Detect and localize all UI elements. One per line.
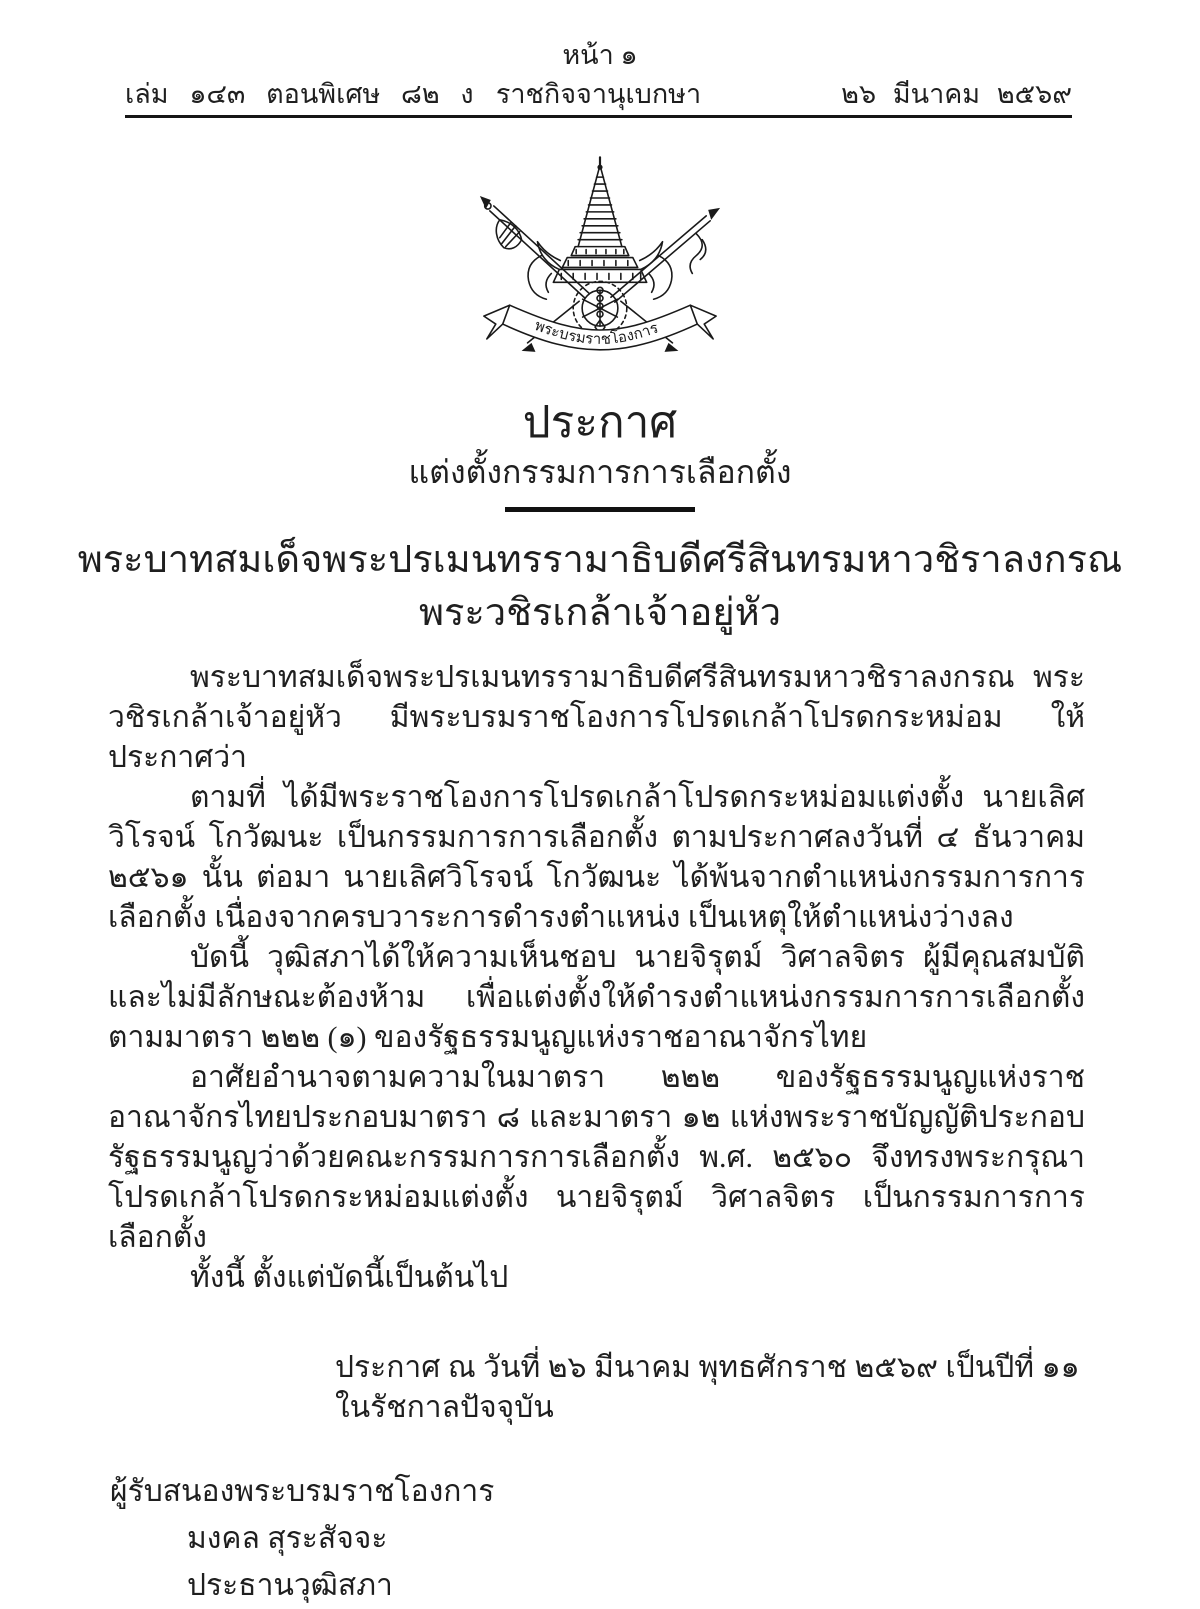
paragraph-senate-approval: บัดนี้ วุฒิสภาได้ให้ความเห็นชอบ นายจิรุตม์ วิศาลจิตร ผู้มีคุณสมบัติและไม่มีลักษณะต้องห้าม เพื่อแต่งตั้งให้ดำรงตำแหน่งกรรมการการเลือกตั้ง ตามมาตรา ๒๒๒ (๑) ของรัฐธรรมนูญแห่งราชอาณาจักรไทย — [108, 941, 1085, 1054]
countersign-label: ผู้รับสนองพระบรมราชโองการ — [110, 1475, 495, 1508]
countersign-position: ประธานวุฒิสภา — [187, 1569, 393, 1602]
paragraph-background: ตามที่ ได้มีพระราชโองการโปรดเกล้าโปรดกระหม่อมแต่งตั้ง นายเลิศวิโรจน์ โกวัฒนะ เป็นกรรมการการเลือกตั้ง ตามประกาศลงวันที่ ๔ ธันวาคม ๒๕๖๑ นั้น ต่อมา นายเลิศวิโรจน์ โกวัฒนะ ได้พ้นจากตำแหน่งกรรมการการเลือกตั้ง เนื่องจากครบวาระการดำรงตำแหน่ง เป็นเหตุให้ตำแหน่งว่างลง — [108, 781, 1085, 934]
masthead-divider — [125, 115, 1072, 118]
page-number: หน้า ๑ — [562, 40, 638, 70]
paragraph-preamble: พระบาทสมเด็จพระปรเมนทรรามาธิบดีศรีสินทรมหาวชิราลงกรณ พระวชิรเกล้าเจ้าอยู่หัว มีพระบรมราชโองการโปรดเกล้าโปรดกระหม่อม ให้ประกาศว่า — [108, 661, 1085, 774]
royal-title — [0, 534, 1200, 640]
subject-divider — [505, 507, 695, 512]
gazette-date: ๒๖ มีนาคม ๒๕๖๙ — [841, 79, 1072, 109]
royal-title-line1: พระบาทสมเด็จพระปรเมนทรรามาธิบดีศรีสินทรมหาวชิราลงกรณ — [77, 539, 1123, 581]
royal-command-emblem — [0, 156, 1200, 375]
announcement-subject: แต่งตั้งกรรมการการเลือกตั้ง — [408, 454, 792, 490]
paragraph-legal-basis: อาศัยอำนาจตามความในมาตรา ๒๒๒ ของรัฐธรรมนูญแห่งราชอาณาจักรไทยประกอบมาตรา ๘ และมาตรา ๑๒ แห่งพระราชบัญญัติประกอบรัฐธรรมนูญว่าด้วยคณะกรรมการการเลือกตั้ง พ.ศ. ๒๕๖๐ จึงทรงพระกรุณาโปรดเกล้าโปรดกระหม่อมแต่งตั้ง นายจิรุตม์ วิศาลจิตร เป็นกรรมการการเลือกตั้ง — [108, 1061, 1085, 1254]
emblem-banner-text: พระบรมราชโองการ — [532, 318, 661, 348]
masthead — [125, 78, 1072, 110]
promulgation-line: ประกาศ ณ วันที่ ๒๖ มีนาคม พุทธศักราช ๒๕๖๙ เป็นปีที่ ๑๑ ในรัชกาลปัจจุบัน — [335, 1351, 1080, 1424]
royal-title-line2: พระวชิรเกล้าเจ้าอยู่หัว — [418, 592, 782, 634]
paragraph-effective-date: ทั้งนี้ ตั้งแต่บัดนี้เป็นต้นไป — [190, 1261, 509, 1294]
announcement-title: ประกาศ — [522, 398, 678, 447]
gazette-name: ราชกิจจานุเบกษา — [495, 79, 702, 109]
countersign-name: มงคล สุระสัจจะ — [187, 1522, 388, 1555]
volume-part-label: เล่ม ๑๔๓ ตอนพิเศษ ๘๒ ง — [125, 79, 474, 109]
countersign-block — [110, 1468, 1200, 1609]
announcement-body — [108, 658, 1085, 1298]
royal-crest-icon — [466, 156, 734, 370]
